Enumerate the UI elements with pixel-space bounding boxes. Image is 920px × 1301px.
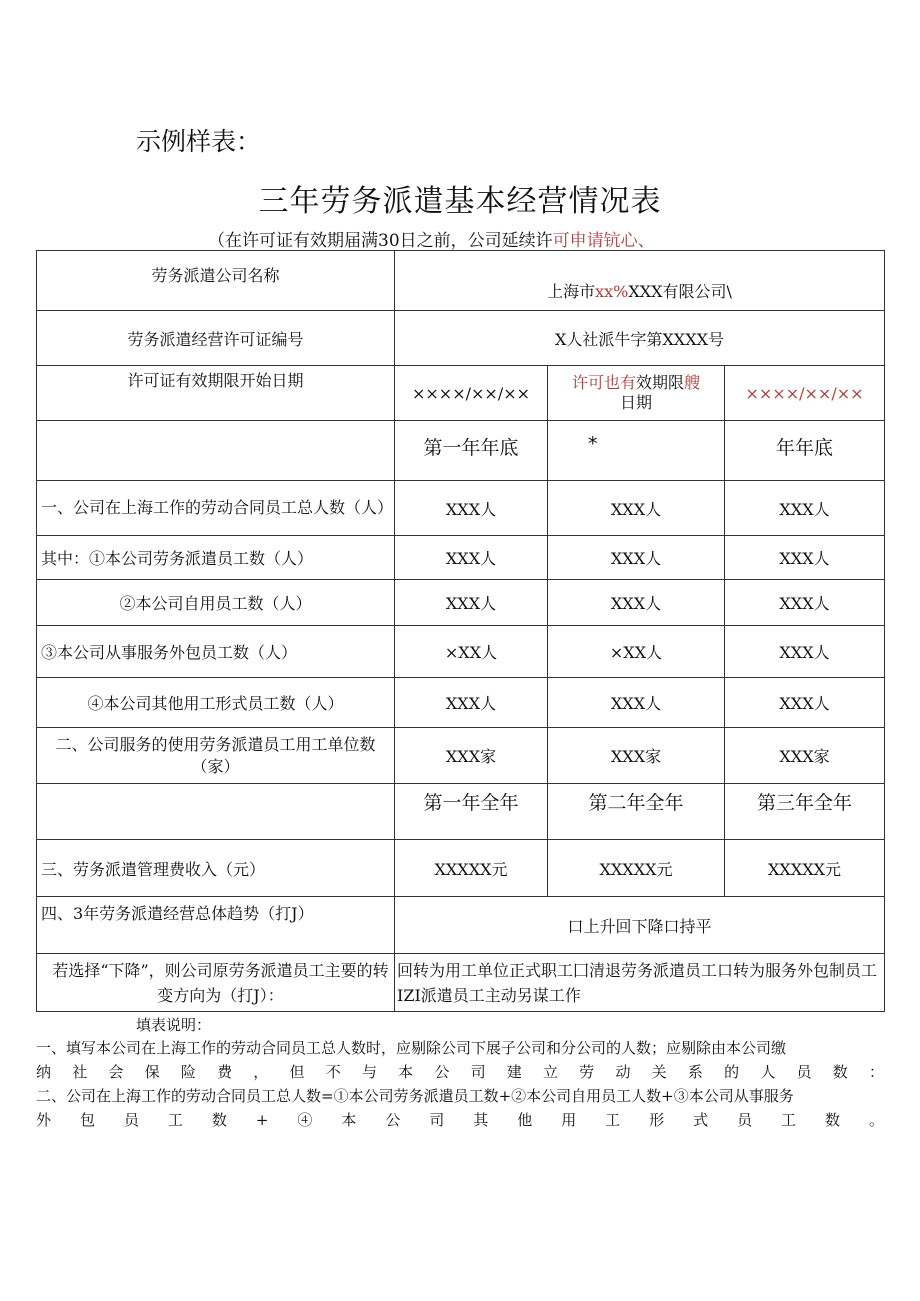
notes-heading: 填表说明： — [136, 1016, 212, 1034]
title-note — [208, 226, 655, 251]
full-year-header: 第二年全年 — [548, 784, 725, 840]
staff-row-value: XXX人 — [725, 536, 885, 580]
note-line: 二、公司在上海工作的劳动合同员工总人数=①本公司劳务派遣员工数+②本公司自用员工人数+③本公司从事服务 — [36, 1087, 794, 1105]
note-line: 一、填写本公司在上海工作的劳动合同员工总人数时，应剔除公司下展子公司和分公司的人数；应剔除由本公司缴 — [36, 1039, 787, 1057]
company-name-label: 劳务派遣公司名称 — [37, 251, 395, 311]
trend-label: 四、3年劳务派遣经营总体趋势（打J） — [37, 897, 395, 954]
page-title: 三年劳务派遣基本经营情况表 — [258, 184, 662, 219]
full-year-header: 第一年全年 — [395, 784, 548, 840]
note-text: （在许可证有效期届满30日之前，公司延续许 — [208, 231, 553, 251]
end-date-label — [548, 366, 725, 421]
company-name-row — [37, 251, 885, 311]
staff-row-value: XXX人 — [725, 678, 885, 728]
end-label-mid: 效期限 — [635, 373, 684, 392]
staff-row-value: XXX人 — [725, 626, 885, 678]
staff-row — [37, 481, 885, 536]
staff-row-value: XXX人 — [548, 536, 725, 580]
staff-row-value: ×XX人 — [395, 626, 548, 678]
start-date-label: 许可证有效期限开始日期 — [37, 366, 395, 421]
staff-row-label: 其中：①本公司劳务派遣员工数（人） — [37, 536, 395, 580]
license-label: 劳务派遣经营许可证编号 — [37, 311, 395, 366]
company-name-part-red: xx% — [595, 282, 629, 301]
blank-header-cell — [37, 421, 395, 481]
license-row — [37, 311, 885, 366]
staff-row-value: XXX人 — [395, 481, 548, 536]
company-name-part1: 上海市 — [547, 282, 596, 301]
staff-row-value: ×XX人 — [548, 626, 725, 678]
staff-row-value: XXX人 — [548, 481, 725, 536]
pre-title: 示例样表： — [136, 127, 262, 156]
year-end-header: 第一年年底 — [395, 421, 548, 481]
operation-table — [36, 250, 885, 1012]
staff-row-value: XXX人 — [395, 536, 548, 580]
trend-options: 口上升回下降口持平 — [395, 897, 885, 954]
full-year-header-row — [37, 784, 885, 840]
staff-row-value: XXX人 — [395, 678, 548, 728]
note-line: 外包员工数+④本公司其他用工形式员工数。 — [36, 1111, 884, 1129]
trend-row — [37, 897, 885, 954]
note-line: 纳社会保险费，但不与本公司建立劳动关系的人员数： — [36, 1063, 884, 1081]
fee-value: XXXXX元 — [395, 840, 548, 897]
year-end-header: * — [548, 421, 725, 481]
client-count-label: 二、公司服务的使用劳务派遣员工用工单位数（家） — [37, 728, 395, 784]
license-value: X人社派牛字第XXXX号 — [395, 311, 885, 366]
client-count-row — [37, 728, 885, 784]
staff-row-value: XXX人 — [395, 580, 548, 626]
decline-options: 回转为用工单位正式职工囗清退劳务派遣员工口转为服务外包制员工IZI派遣员工主动另谋工作 — [395, 954, 885, 1012]
end-date-value: ××××/××/×× — [725, 366, 885, 421]
fee-row — [37, 840, 885, 897]
client-count-value: XXX家 — [725, 728, 885, 784]
staff-row-label: ③本公司从事服务外包员工数（人） — [37, 626, 395, 678]
decline-row — [37, 954, 885, 1012]
validity-row — [37, 366, 885, 421]
end-label-red1: 许可也有 — [571, 373, 636, 392]
staff-row-label: ②本公司自用员工数（人） — [37, 580, 395, 626]
year-end-header: 年年底 — [725, 421, 885, 481]
decline-label: 若选择“下降”，则公司原劳务派遣员工主要的转变方向为（打J）： — [37, 954, 395, 1012]
client-count-value: XXX家 — [395, 728, 548, 784]
blank-header-cell — [37, 784, 395, 840]
start-date-value: ××××/××/×× — [395, 366, 548, 421]
staff-row-value: XXX人 — [548, 678, 725, 728]
staff-row-value: XXX人 — [725, 481, 885, 536]
staff-row — [37, 678, 885, 728]
end-label-red2: 艘 — [684, 373, 701, 392]
end-label-line2: 日期 — [619, 393, 652, 412]
staff-row — [37, 580, 885, 626]
fee-value: XXXXX元 — [725, 840, 885, 897]
staff-row-label: 一、公司在上海工作的劳动合同员工总人数（人） — [37, 481, 395, 536]
company-name-part2: XXX有限公司\ — [628, 282, 732, 301]
note-text-red: 可申请钪心、 — [552, 231, 655, 251]
full-year-header: 第三年全年 — [725, 784, 885, 840]
staff-row-value: XXX人 — [725, 580, 885, 626]
staff-row-label: ④本公司其他用工形式员工数（人） — [37, 678, 395, 728]
staff-row-value: XXX人 — [548, 580, 725, 626]
client-count-value: XXX家 — [548, 728, 725, 784]
company-name-value — [395, 251, 885, 311]
staff-row — [37, 536, 885, 580]
staff-row — [37, 626, 885, 678]
fee-value: XXXXX元 — [548, 840, 725, 897]
year-end-header-row — [37, 421, 885, 481]
fee-label: 三、劳务派遣管理费收入（元） — [37, 840, 395, 897]
